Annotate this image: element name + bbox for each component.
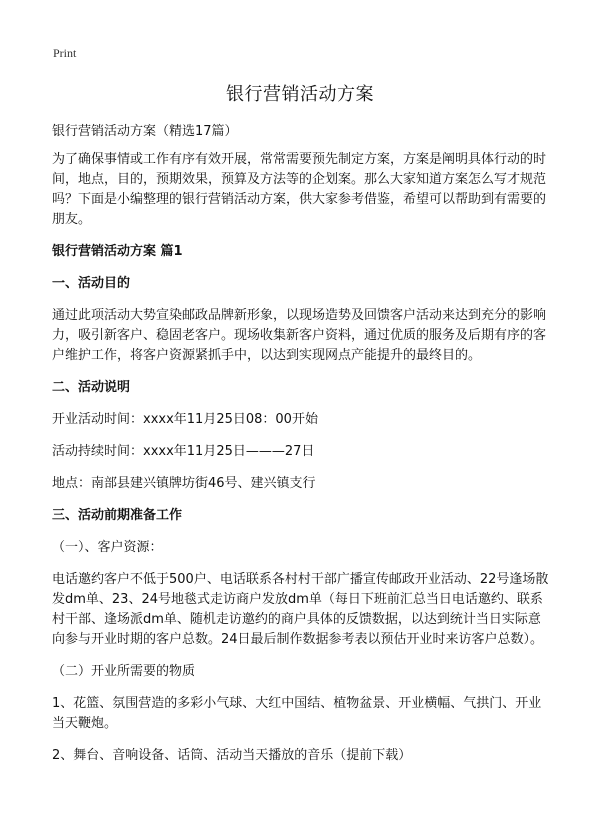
- activity-start-time: 开业活动时间：xxxx年11月25日08：00开始: [52, 412, 318, 427]
- customer-resources-paragraph: 电话邀约客户不低于500户、电话联系各村村干部广播宣传邮政开业活动、22号逢场散发dm单、23、24号地毯式走访商户发放dm单（每日下班前汇总当日电话邀约、联系村干部、逢场派dm单、随机走访邀约的商户具体的反馈数据，以达到统计当日实际意向参与开业时期的客户总数。24日最后制作数据参考表以预估开业时来访客户总数）。: [52, 572, 549, 647]
- materials-item-1: 1、花篮、氛围营造的多彩小气球、大红中国结、植物盆景、开业横幅、气拱门、开业当天鞭炮。: [52, 696, 542, 731]
- activity-location: 地点：南部县建兴镇牌坊街46号、建兴镇支行: [52, 476, 316, 491]
- section-title: 银行营销活动方案 篇1: [52, 244, 183, 259]
- document-subtitle: 银行营销活动方案（精选17篇）: [52, 124, 238, 139]
- heading-preparation: 三、活动前期准备工作: [52, 508, 183, 523]
- subheading-customer-resources: （一）、客户资源：: [52, 540, 163, 555]
- purpose-paragraph: 通过此项活动大势宣染邮政品牌新形象，以现场造势及回馈客户活动来达到充分的影响力，吸引新客户、稳固老客户。现场收集新客户资料，通过优质的服务及后期有序的客户维护工作，将客户资源紧抓手中，以达到实现网点产能提升的最终目的。: [52, 308, 547, 363]
- print-link[interactable]: Print: [53, 46, 77, 60]
- heading-activity-purpose: 一、活动目的: [52, 276, 131, 291]
- document-body: [52, 122, 552, 778]
- intro-paragraph: 为了确保事情或工作有序有效开展，常常需要预先制定方案，方案是阐明具体行动的时间，地点，目的，预期效果，预算及方法等的企划案。那么大家知道方案怎么写才规范吗？下面是小编整理的银行营销活动方案，供大家参考借鉴，希望可以帮助到有需要的朋友。: [52, 152, 547, 227]
- activity-duration: 活动持续时间：xxxx年11月25日———27日: [52, 444, 315, 459]
- document-title: 银行营销活动方案: [226, 84, 374, 105]
- heading-activity-description: 二、活动说明: [52, 380, 131, 395]
- subheading-materials: （二）开业所需要的物质: [52, 664, 196, 679]
- materials-item-2: 2、舞台、音响设备、话筒、活动当天播放的音乐（提前下载）: [52, 748, 412, 763]
